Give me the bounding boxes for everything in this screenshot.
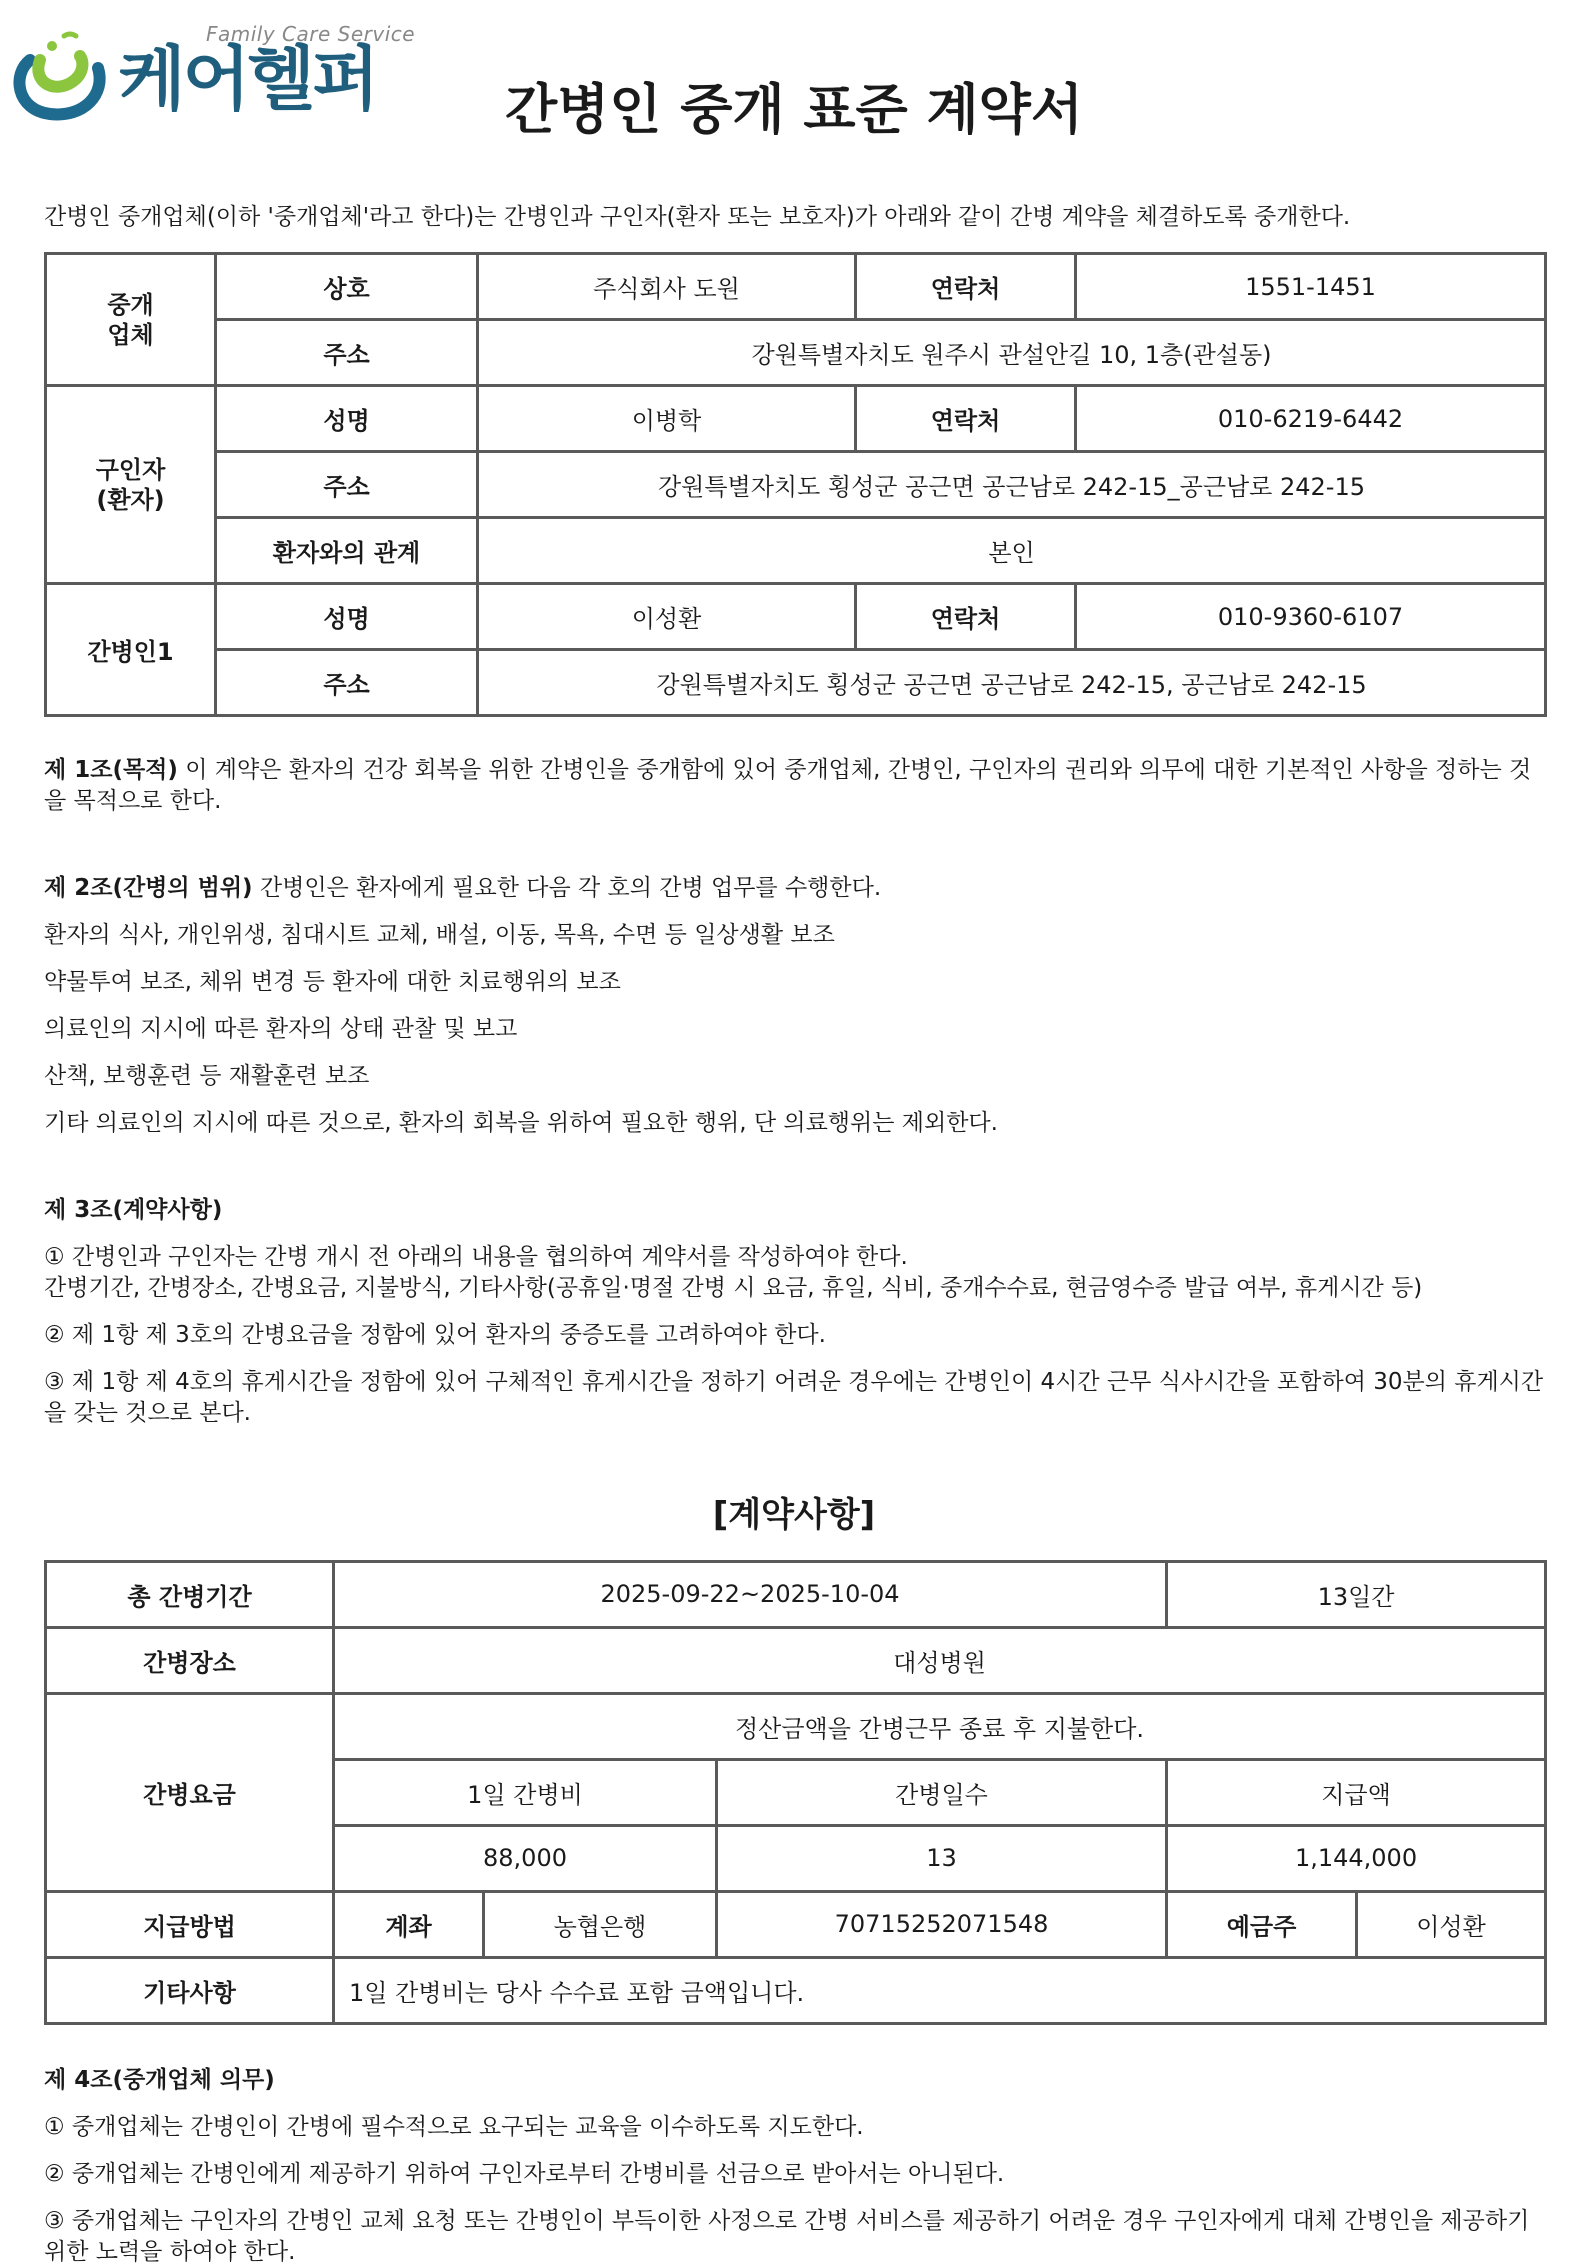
fee-note: 정산금액을 간병근무 종료 후 지불한다. bbox=[334, 1693, 1546, 1759]
account-number: 70715252071548 bbox=[717, 1891, 1167, 1957]
account-label: 계좌 bbox=[334, 1891, 484, 1957]
article-3-item: ③ 제 1항 제 4호의 휴게시간을 정함에 있어 구체적인 휴게시간을 정하기 어려운 경우에는 간병인이 4시간 근무 식사시간을 포함하여 30분의 휴게시간을 갖는 것으로 본다. bbox=[44, 1369, 1544, 1426]
fee-header-daily: 1일 간병비 bbox=[334, 1759, 717, 1825]
client-label: 구인자 (환자) bbox=[46, 386, 216, 584]
client-phone-label: 연락처 bbox=[856, 386, 1076, 452]
client-address-value: 강원특별자치도 횡성군 공근면 공근남로 242-15_공근남로 242-15 bbox=[478, 452, 1546, 518]
article-2-text: 간병인은 환자에게 필요한 다음 각 호의 간병 업무를 수행한다. bbox=[252, 875, 882, 901]
place-label: 간병장소 bbox=[46, 1627, 334, 1693]
etc-label: 기타사항 bbox=[46, 1957, 334, 2023]
logo-wordmark: 케어헬퍼 bbox=[118, 38, 377, 120]
caregiver-phone-label: 연락처 bbox=[856, 584, 1076, 650]
contract-section-title: [계약사항] bbox=[712, 1495, 876, 1535]
article-1 bbox=[44, 755, 1544, 817]
client-name-label: 성명 bbox=[216, 386, 478, 452]
article-2-item: 기타 의료인의 지시에 따른 것으로, 환자의 회복을 위하여 필요한 행위, 단 의료행위는 제외한다. bbox=[44, 1110, 998, 1136]
article-3-item: ① 간병인과 구인자는 간병 개시 전 아래의 내용을 협의하여 계약서를 작성하여야 한다. bbox=[44, 1244, 908, 1270]
caregiver-name-value: 이성환 bbox=[478, 584, 856, 650]
article-2-item: 산책, 보행훈련 등 재활훈련 보조 bbox=[44, 1063, 370, 1089]
agency-phone-value: 1551-1451 bbox=[1076, 254, 1546, 320]
fee-value-total: 1,144,000 bbox=[1167, 1825, 1546, 1891]
agency-company-value: 주식회사 도원 bbox=[478, 254, 856, 320]
caregiver-name-label: 성명 bbox=[216, 584, 478, 650]
fee-value-days: 13 bbox=[717, 1825, 1167, 1891]
article-4-item: ① 중개업체는 간병인이 간병에 필수적으로 요구되는 교육을 이수하도록 지도한다. bbox=[44, 2113, 864, 2140]
article-3-item: ② 제 1항 제 3호의 간병요금을 정함에 있어 환자의 중증도를 고려하여야 한다. bbox=[44, 1322, 826, 1348]
article-2 bbox=[44, 873, 1544, 904]
article-1-text: 이 계약은 환자의 건강 회복을 위한 간병인을 중개함에 있어 중개업체, 간병인, 구인자의 권리와 의무에 대한 기본적인 사항을 정하는 것을 목적으로 한다. bbox=[44, 757, 1532, 814]
intro-text: 간병인 중개업체(이하 '중개업체'라고 한다)는 간병인과 구인자(환자 또는 보호자)가 아래와 같이 간병 계약을 체결하도록 중개한다. bbox=[44, 204, 1351, 230]
article-2-item: 의료인의 지시에 따른 환자의 상태 관찰 및 보고 bbox=[44, 1016, 518, 1042]
document-body bbox=[44, 198, 1544, 2268]
client-relation-value: 본인 bbox=[478, 518, 1546, 584]
article-1-title: 제 1조(목적) bbox=[44, 757, 178, 783]
parties-table bbox=[44, 252, 1547, 717]
agency-address-label: 주소 bbox=[216, 320, 478, 386]
client-address-label: 주소 bbox=[216, 452, 478, 518]
period-value: 2025-09-22~2025-10-04 bbox=[334, 1561, 1167, 1627]
payment-label: 지급방법 bbox=[46, 1891, 334, 1957]
article-2-item: 약물투여 보조, 체위 변경 등 환자에 대한 치료행위의 보조 bbox=[44, 969, 621, 995]
article-3-item: 간병기간, 간병장소, 간병요금, 지불방식, 기타사항(공휴일·명절 간병 시 요금, 휴일, 식비, 중개수수료, 현금영수증 발급 여부, 휴게시간 등) bbox=[44, 1275, 1423, 1301]
fee-header-days: 간병일수 bbox=[717, 1759, 1167, 1825]
holder-name: 이성환 bbox=[1357, 1891, 1546, 1957]
agency-address-value: 강원특별자치도 원주시 관설안길 10, 1층(관설동) bbox=[478, 320, 1546, 386]
client-relation-label: 환자와의 관계 bbox=[216, 518, 478, 584]
article-2-title: 제 2조(간병의 범위) bbox=[44, 875, 253, 901]
contract-table bbox=[44, 1560, 1547, 2025]
fee-value-daily: 88,000 bbox=[334, 1825, 717, 1891]
article-4-item: ② 중개업체는 간병인에게 제공하기 위하여 구인자로부터 간병비를 선금으로 받아서는 아니된다. bbox=[44, 2160, 1005, 2187]
article-3-title: 제 3조(계약사항) bbox=[44, 1197, 223, 1223]
place-value: 대성병원 bbox=[334, 1627, 1546, 1693]
caregiver-address-value: 강원특별자치도 횡성군 공근면 공근남로 242-15, 공근남로 242-15 bbox=[478, 650, 1546, 716]
fee-header-total: 지급액 bbox=[1167, 1759, 1546, 1825]
caregiver-address-label: 주소 bbox=[216, 650, 478, 716]
fee-label: 간병요금 bbox=[46, 1693, 334, 1891]
caregiver-phone-value: 010-9360-6107 bbox=[1076, 584, 1546, 650]
client-phone-value: 010-6219-6442 bbox=[1076, 386, 1546, 452]
etc-value: 1일 간병비는 당사 수수료 포함 금액입니다. bbox=[334, 1957, 1546, 2023]
holder-label: 예금주 bbox=[1167, 1891, 1357, 1957]
period-label: 총 간병기간 bbox=[46, 1561, 334, 1627]
document-title: 간병인 중개 표준 계약서 bbox=[504, 78, 1084, 141]
agency-label: 중개 업체 bbox=[46, 254, 216, 386]
agency-company-label: 상호 bbox=[216, 254, 478, 320]
bank-name: 농협은행 bbox=[484, 1891, 717, 1957]
article-2-item: 환자의 식사, 개인위생, 침대시트 교체, 배설, 이동, 목욕, 수면 등 일상생활 보조 bbox=[44, 922, 835, 948]
period-days: 13일간 bbox=[1167, 1561, 1546, 1627]
logo-tagline: Family Care Service bbox=[206, 22, 416, 46]
article-4-item: ③ 중개업체는 구인자의 간병인 교체 요청 또는 간병인이 부득이한 사정으로 간병 서비스를 제공하기 어려운 경우 구인자에게 대체 간병인을 제공하기 위한 노력을 하여야 한다. bbox=[44, 2207, 1530, 2265]
client-name-value: 이병학 bbox=[478, 386, 856, 452]
agency-phone-label: 연락처 bbox=[856, 254, 1076, 320]
caregiver-label: 간병인1 bbox=[46, 584, 216, 716]
article-4-title: 제 4조(중개업체 의무) bbox=[44, 2066, 275, 2093]
